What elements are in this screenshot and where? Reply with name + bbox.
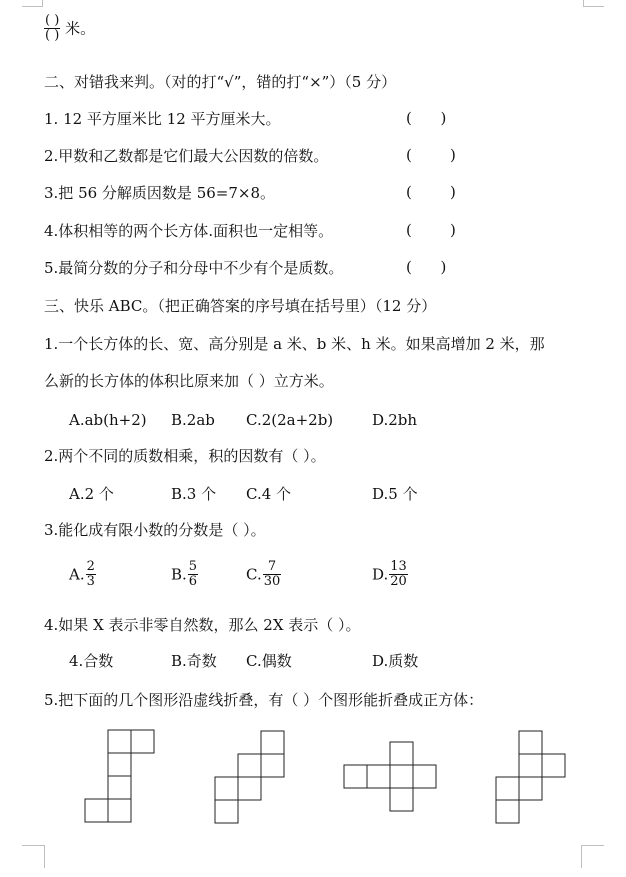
tf-item-4: 4.体积相等的两个长方体.面积也一定相等。 [44, 222, 334, 240]
mc-q1-option-b[interactable]: B.2ab [171, 411, 215, 429]
mc-q2-text: 2.两个不同的质数相乘，积的因数有（ ）。 [44, 447, 326, 465]
mc-q2-option-c[interactable]: C.4 个 [246, 485, 292, 503]
mc-q2-option-b[interactable]: B.3 个 [171, 485, 217, 503]
cube-net-figure-4 [495, 729, 567, 825]
cube-net-figure-2 [214, 729, 286, 825]
tf-item-5: 5.最简分数的分子和分母中不少有个是质数。 [44, 259, 344, 277]
mc-q3-option-d-fraction [389, 560, 408, 589]
fraction-denominator: 20 [390, 574, 407, 589]
tf-item-1-blank[interactable]: ( ) [406, 109, 447, 127]
top-fraction-denominator: ( ) [45, 28, 60, 43]
mc-q1-line2: 么新的长方体的体积比原来加（ ）立方米。 [44, 372, 334, 390]
mc-q2-option-a[interactable]: A.2 个 [69, 485, 114, 503]
fraction-denominator: 3 [86, 574, 95, 589]
tf-item-3-blank[interactable]: ( ) [406, 183, 456, 201]
top-fraction-line [44, 14, 95, 43]
mc-q3-option-c[interactable] [246, 560, 281, 589]
mc-q4-text: 4.如果 X 表示非零自然数，那么 2X 表示（ ）。 [44, 616, 361, 634]
fraction-numerator: 7 [263, 560, 282, 575]
tf-item-4-blank[interactable]: ( ) [406, 221, 456, 239]
mc-q3-option-a[interactable] [69, 560, 96, 589]
mc-q3-option-d[interactable] [372, 560, 408, 589]
cube-net-figure-1 [84, 728, 156, 824]
mc-q3-option-a-label: A. [69, 565, 85, 584]
mc-q4-option-a[interactable]: 4.合数 [69, 652, 114, 670]
mc-q1-line1: 1.一个长方体的长、宽、高分别是 a 米、b 米、h 米。如果高增加 2 米，那 [44, 335, 545, 353]
top-fraction [44, 14, 60, 43]
fraction-denominator: 6 [188, 574, 198, 589]
corner-mark-bottom-right [581, 845, 604, 868]
mc-q4-option-c[interactable]: C.偶数 [246, 652, 292, 670]
fraction-numerator: 13 [390, 559, 407, 574]
corner-mark-top-right [583, 0, 604, 7]
mc-q4-option-d[interactable]: D.质数 [372, 652, 419, 670]
mc-q2-option-d[interactable]: D.5 个 [372, 485, 418, 503]
tf-item-2: 2.甲数和乙数都是它们最大公因数的倍数。 [44, 147, 329, 165]
section2-heading: 二、对错我来判。（对的打“√”，错的打“×”）（5 分） [44, 73, 397, 91]
mc-q1-option-a[interactable]: A.ab(h+2) [69, 411, 147, 429]
mc-q1-option-d[interactable]: D.2bh [372, 411, 418, 429]
fraction-numerator: 5 [188, 559, 198, 574]
mc-q3-option-b-fraction [188, 560, 198, 589]
mc-q3-text: 3.能化成有限小数的分数是（ ）。 [44, 521, 266, 539]
section3-heading: 三、快乐 ABC。（把正确答案的序号填在括号里）（12 分） [44, 297, 437, 315]
tf-item-2-blank[interactable]: ( ) [406, 146, 456, 164]
corner-mark-top-left [22, 0, 43, 7]
mc-q4-option-b[interactable]: B.奇数 [171, 652, 217, 670]
fraction-denominator: 30 [263, 574, 281, 589]
tf-item-1: 1. 12 平方厘米比 12 平方厘米大。 [44, 110, 281, 128]
mc-q5-text: 5.把下面的几个图形沿虚线折叠，有（ ）个图形能折叠成正方体： [44, 691, 484, 709]
cube-net-figure-3 [342, 740, 438, 812]
corner-mark-bottom-left [22, 845, 45, 868]
tf-item-3: 3.把 56 分解质因数是 56=7×8。 [44, 184, 276, 202]
top-fraction-numerator: ( ) [45, 13, 60, 28]
mc-q3-option-d-label: D. [372, 565, 389, 584]
fraction-numerator: 2 [86, 559, 95, 574]
mc-q3-option-a-fraction [86, 560, 96, 589]
mc-q1-option-c[interactable]: C.2(2a+2b) [246, 411, 334, 429]
mc-q3-option-b-label: B. [171, 565, 187, 584]
top-fraction-suffix: 米。 [65, 19, 96, 38]
mc-q3-option-c-label: C. [246, 565, 262, 584]
tf-item-5-blank[interactable]: ( ) [406, 258, 447, 276]
mc-q3-option-c-fraction [263, 560, 282, 589]
mc-q3-option-b[interactable] [171, 560, 198, 589]
